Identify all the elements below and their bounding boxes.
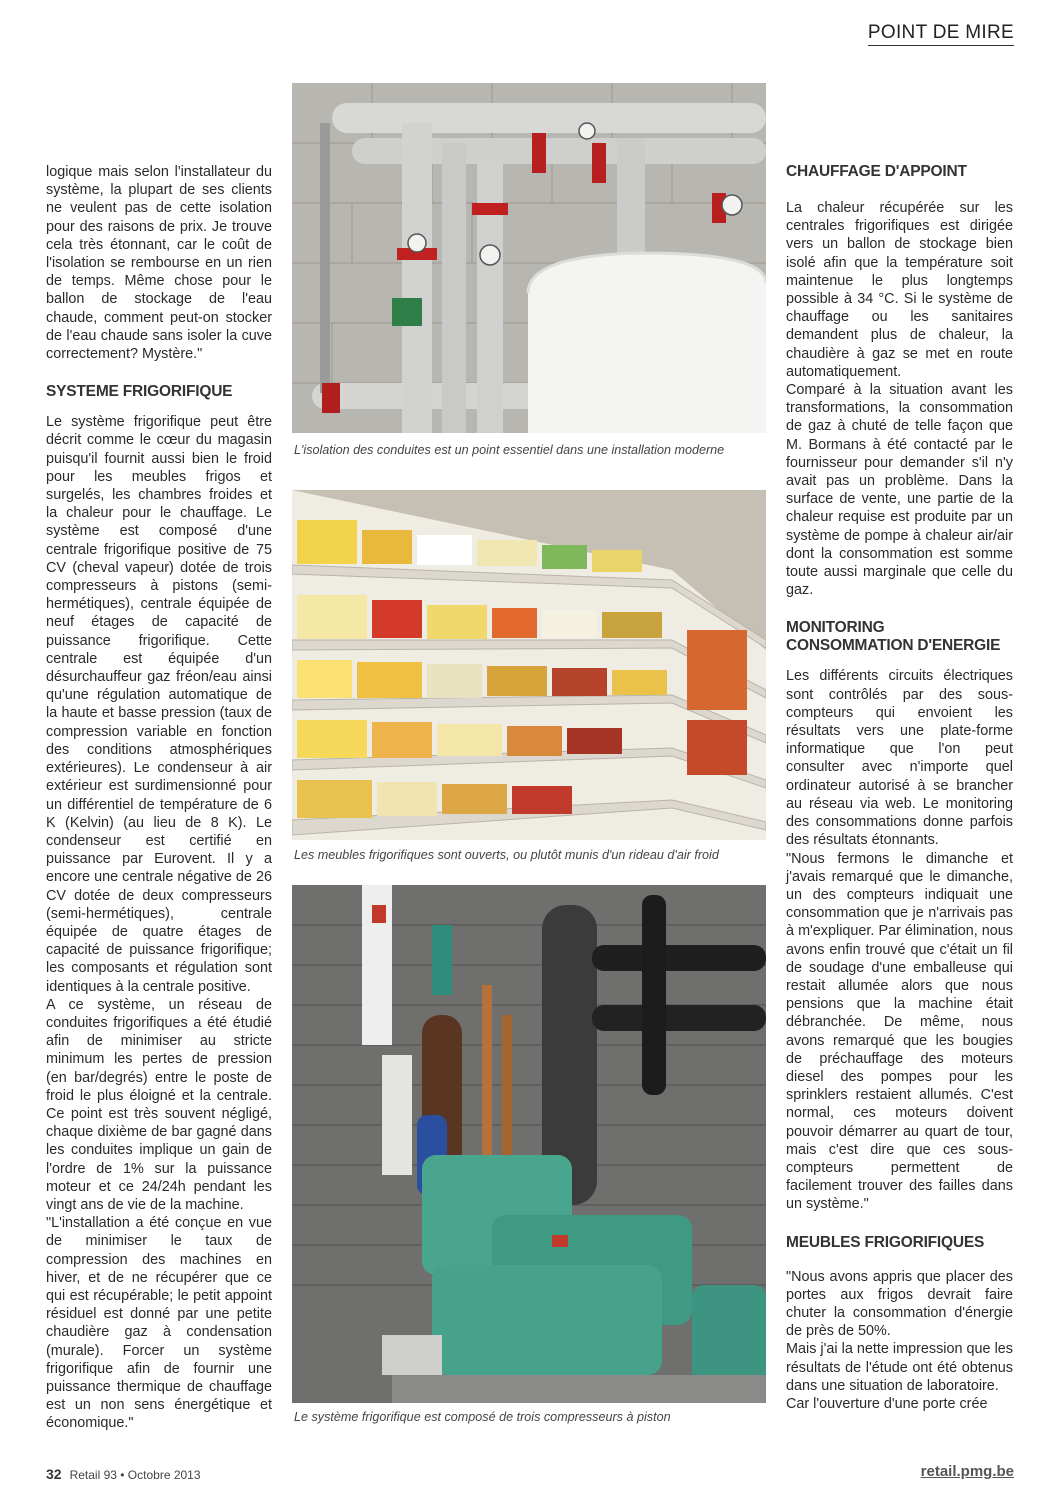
left-column xyxy=(46,163,272,1433)
page-number: 32 xyxy=(46,1466,62,1482)
right-paragraph-1: La chaleur récupérée sur les centrales frigorifiques est dirigée vers un ballon de stockage bien isolé afin que la température soit maintenue le plus longtemps possible à 34 °C. Si le système de chauffage ou les sanitaires demandent plus de chaleur, la chaudière à gaz se met en route automatiquement. xyxy=(786,200,1013,380)
right-paragraph-6: Mais j'ai la nette impression que les résultats de l'étude ont été obtenus dans une situation de laboratoire. xyxy=(786,1341,1013,1394)
caption-photo-2: Les meubles frigorifiques sont ouverts, ou plutôt munis d'un rideau d'air froid xyxy=(294,848,719,862)
caption-photo-1: L'isolation des conduites est un point essentiel dans une installation moderne xyxy=(294,443,725,457)
left-paragraph-3: A ce système, un réseau de conduites frigorifiques a été étudié afin de minimiser au stricte minimum les pertes de pression (en bar/degrés) entre le poste de froid le plus éloigné et la centrale. Ce point est très souvent négligé, chaque dixième de bar gagné dans les conduites implique un gain de l'ordre de 1% sur la puissance moteur et ce 24/24h pendant les vingt ans de vie de la machine. xyxy=(46,996,272,1213)
section-tag: POINT DE MIRE xyxy=(868,22,1014,46)
caption-photo-3: Le système frigorifique est composé de trois compresseurs à piston xyxy=(294,1410,671,1424)
left-paragraph-4: "L'installation a été conçue en vue de minimiser le taux de compression des machines en hiver, et de ne récupérer que ce qui est récupérable; le petit appoint résiduel est donné par une petite chaudière gaz à condensation (murale). Forcer un système frigorifique afin de fournir une puissance thermique de chauffage est un non sens énergétique et économique." xyxy=(46,1215,272,1432)
right-paragraph-7: Car l'ouverture d'une porte crée xyxy=(786,1395,988,1412)
right-paragraph-3: Les différents circuits électriques sont contrôlés par des sous-compteurs qui envoient les résultats vers une plate-forme informatique que l'on peut consulter avec n'importe quel ordinateur autorisé à se brancher au réseau via web. Le monitoring des consommations donne parfois des résultats étonnants. xyxy=(786,668,1013,849)
photo-compressors xyxy=(292,885,766,1403)
right-paragraph-4: "Nous fermons le dimanche et j'avais remarqué que le dimanche, un des compteurs indiquait une consommation que je n'arrivais pas à m'expliquer. Par élimination, nous avons enfin trouvé que c'était un fil de soudage d'une emballeuse qui restait allumée alors que nous pensions que la machine était débranchée. De même, nous avons remarqué que les bougies de préchauffage des moteurs diesel des pompes pour les sprinklers restaient allumés. C'est normal, ces moteurs doivent pouvoir démarrer au quart de tour, mais c'est dire que ces sous-compteurs permettent de facilement trouver des failles dans un système." xyxy=(786,850,1013,1213)
left-paragraph-2: Le système frigorifique peut être décrit comme le cœur du magasin puisqu'il fournit aussi bien le froid pour les meubles frigos et surgelés, les chambres froides et la chaleur pour le chauffage. Le système est composé d'une centrale frigorifique positive de 75 CV (cheval vapeur) dotée de trois compresseurs à pistons (semi-hermétiques), centrale équipée de neuf étages de capacité de puissance frigorifique. Cette centrale est équipée d'un désurchauffeur gaz fréon/eau ainsi qu'une régulation automatique de la haute et basse pression (taux de compression variable en fonction des conditions atmosphériques extérieures). Le condenseur à air extérieur est surdimensionné pour un différentiel de température de 6 K (Kelvin) (au lieu de 8 K). Le condenseur est certifié en puissance par Eurovent. Il y a encore une centrale négative de 26 CV dotée de deux compresseurs (semi-hermétiques), centrale équipée de quatre étages de capacité de puissance frigorifique; les composants et régulation sont identiques à la centrale positive. xyxy=(46,414,272,995)
right-column xyxy=(786,163,1013,1413)
heading-chauffage-appoint: CHAUFFAGE D'APPOINT xyxy=(786,163,967,180)
right-paragraph-5: "Nous avons appris que placer des portes aux frigos devrait faire chuter la consommation d'énergie de près de 50%. xyxy=(786,1268,1013,1340)
website-link[interactable]: retail.pmg.be xyxy=(920,1463,1014,1480)
heading-meubles-frigorifiques: MEUBLES FRIGORIFIQUES xyxy=(786,1233,985,1251)
left-paragraph-1: logique mais selon l'installateur du système, la plupart de ses clients ne veulent pas de cette isolation pour des raisons de prix. Je trouve cela très étonnant, car le coût de l'isolation se rembourse en un rien de temps. Même chose pour le ballon de stockage de l'eau chaude, comment peut-on stocker de l'eau chaude sans isoler la cuve correctement? Mystère." xyxy=(46,164,272,363)
issue-label: Retail 93 • Octobre 2013 xyxy=(69,1468,201,1482)
photo-insulated-pipes xyxy=(292,83,766,433)
photo-fridge-shelves xyxy=(292,490,766,840)
heading-monitoring: MONITORING CONSOMMATION D'ENERGIE xyxy=(786,619,1001,655)
footer-issue-info xyxy=(46,1466,201,1482)
heading-systeme-frigorifique: SYSTEME FRIGORIFIQUE xyxy=(46,383,233,401)
right-paragraph-2: Comparé à la situation avant les transformations, la consommation de gaz à chuté de telle façon que M. Bormans à été contacté par le fournisseur pour demander s'il n'y avait pas un problème. Dans la surface de vente, une partie de la chaleur requise est produite par un système de pompe à chaleur air/air dont la consommation est somme toute aussi marginale que celle du gaz. xyxy=(786,382,1013,599)
